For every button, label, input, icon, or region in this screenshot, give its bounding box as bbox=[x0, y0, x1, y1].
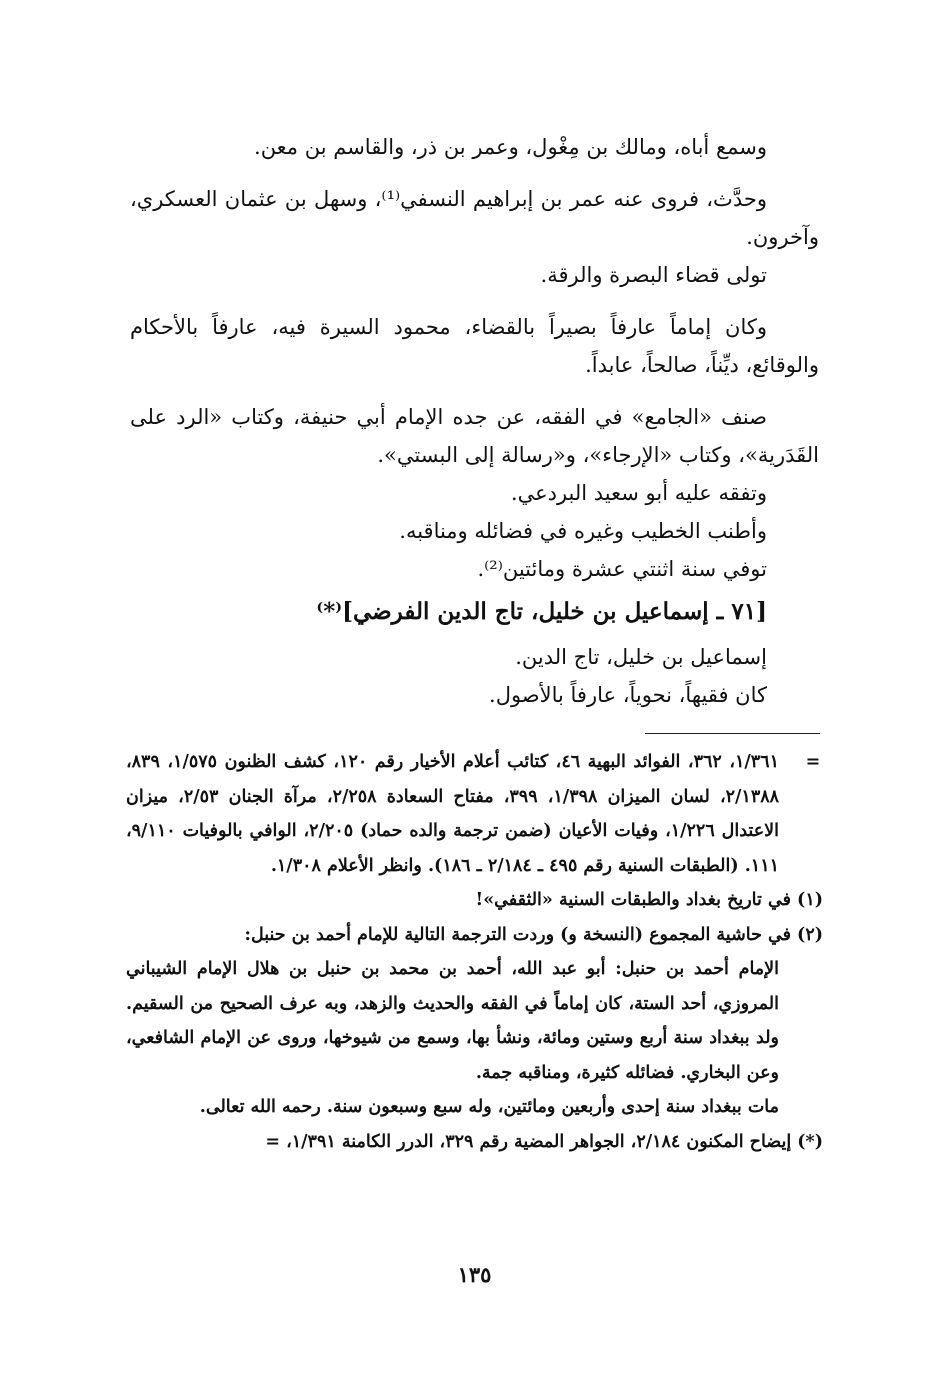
paragraph-judgeship: تولى قضاء البصرة والرقة. bbox=[540, 263, 767, 287]
paragraph-students: وتفقه عليه أبو سعيد البردعي. bbox=[510, 481, 767, 505]
page-number: ١٣٥ bbox=[457, 1262, 492, 1287]
paragraph-works: صنف «الجامع» في الفقه، عن جده الإمام أبي حنيفة، وكتاب «الرد على القَدَرية»، وكتاب «الإرجاء»، و«رسالة إلى البستي». bbox=[130, 405, 819, 467]
footnote-2-intro: (٢) في حاشية المجموع (النسخة و) وردت الترجمة التالية للإمام أحمد بن حنبل: bbox=[244, 924, 823, 945]
main-text bbox=[130, 128, 819, 714]
footnote-continuation-text: ١/٣٦١، ٣٦٢، الفوائد البهية ٤٦، كتائب أعلام الأخيار رقم ١٢٠، كشف الظنون ١/٥٧٥، ٨٣٩، ٢/١٣٨٨، لسان الميزان ١/٣٩٨، ٣٩٩، مفتاح السعادة ٢/٢٥٨، مرآة الجنان ٢/٥٣، ميزان الاعتدال ١/٢٢٦، وفيات الأعيان (ضمن ترجمة والده حماد) ٢/٢٠٥، الوافي بالوفيات ٩/١١٠، ١١١. (الطبقات السنية رقم ٤٩٥ ـ ٢/١٨٤ ـ ١٨٦). وانظر الأعلام ١/٣٠٨. bbox=[126, 752, 780, 876]
footnote-separator bbox=[645, 733, 820, 734]
entry-description-line: كان فقيهاً، نحوياً، عارفاً بالأصول. bbox=[489, 683, 767, 707]
entry-heading: [٧١ ـ إسماعيل بن خليل، تاج الدين الفرضي]⁽*⁾ bbox=[316, 598, 767, 625]
paragraph-description: وكان إماماً عارفاً بصيراً بالقضاء، محمود السيرة فيه، عارفاً بالأحكام والوقائع، ديِّناً، صالحاً، عابداً. bbox=[130, 315, 819, 377]
paragraph-death: توفي سنة اثنتي عشرة ومائتين⁽²⁾. bbox=[477, 557, 767, 581]
footnote-2-text: الإمام أحمد بن حنبل: أبو عبد الله، أحمد بن محمد بن حنبل بن هلال الإمام الشيباني المروزي، أحد الستة، كان إماماً في الفقه والحديث والزهد، وبه عرف الصحيح من السقيم. ولد ببغداد سنة أربع وستين ومائة، ونشأ بها، وسمع من شيوخها، وروى عن الإمام الشافعي، وعن البخاري. فضائله كثيرة، ومناقبه جمة. bbox=[126, 959, 779, 1083]
footnote-star: (*) إيضاح المكنون ٢/١٨٤، الجواهر المضية رقم ٣٢٩، الدرر الكامنة ١/٣٩١، = bbox=[265, 1131, 823, 1152]
entry-name-line: إسماعيل بن خليل، تاج الدين. bbox=[515, 645, 767, 669]
paragraph-praise: وأطنب الخطيب وغيره في فضائله ومناقبه. bbox=[399, 519, 767, 543]
footnote-1: (١) في تاريخ بغداد والطبقات السنية «الثقفي»! bbox=[475, 890, 823, 910]
footnote-2-body bbox=[126, 952, 823, 1125]
footnote-2-end: مات ببغداد سنة إحدى وأربعين ومائتين، وله سبع وسبعون سنة. رحمه الله تعالى. bbox=[199, 1097, 779, 1117]
continuation-marker: = bbox=[805, 752, 821, 772]
paragraph-heard: وسمع أباه، ومالك بن مِغْول، وعمر بن ذر، والقاسم بن معن. bbox=[254, 135, 767, 159]
footnote-continuation bbox=[126, 745, 823, 883]
paragraph-narrated: وحدَّث، فروى عنه عمر بن إبراهيم النسفي⁽¹⁾، وسهل بن عثمان العسكري، وآخرون. bbox=[130, 187, 819, 249]
footnotes bbox=[126, 745, 823, 1159]
